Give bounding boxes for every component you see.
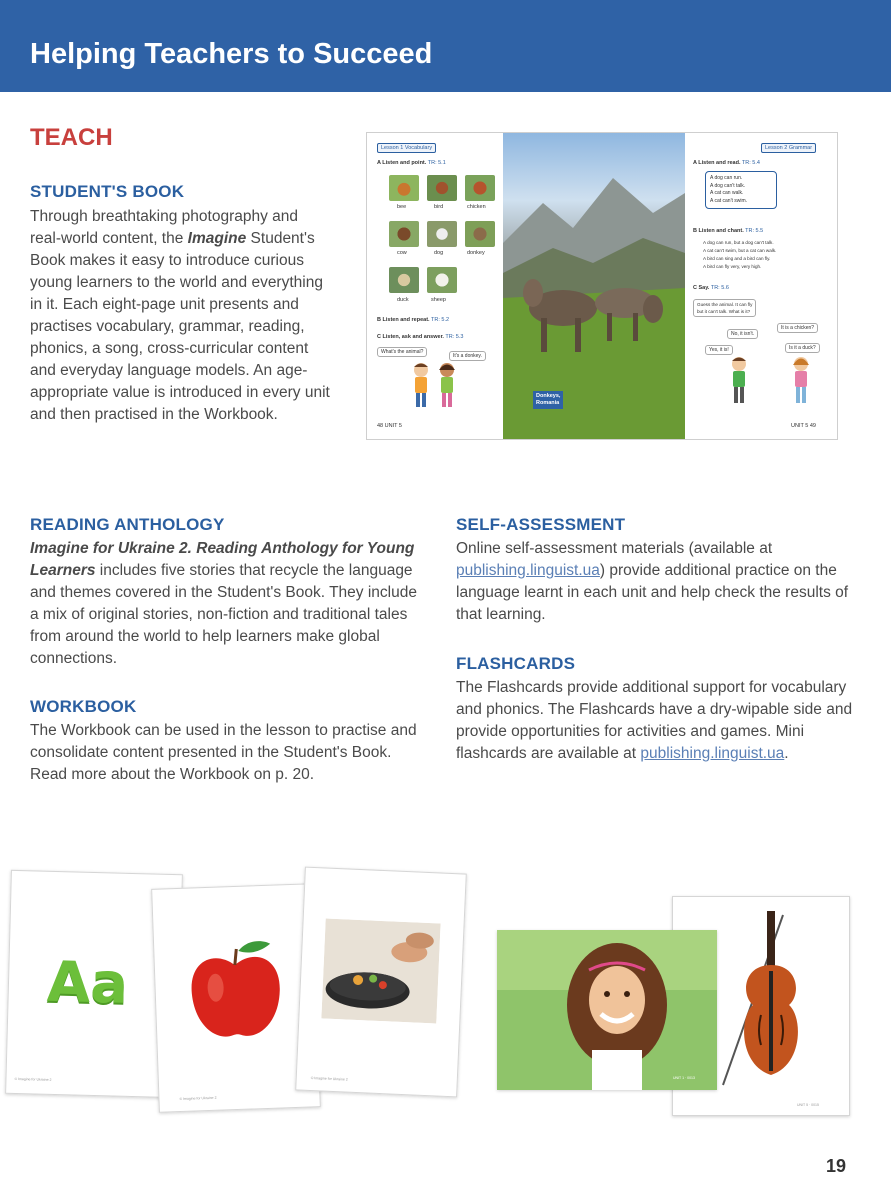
photo-caption-line1: Donkeys, [536, 393, 561, 399]
bubble-question: What's the animal? [377, 347, 427, 357]
bubble-duck: Is it a duck? [785, 343, 820, 353]
mountain-scene [503, 133, 685, 439]
page-title: Helping Teachers to Succeed [30, 38, 433, 70]
apple-image [184, 935, 288, 1048]
bird-photo [427, 175, 457, 201]
page-header [0, 0, 891, 92]
photo-caption-line2: Romania [536, 400, 560, 406]
grammar-box [705, 171, 777, 209]
card-footer-2: © Imagine for Ukraine 2 [179, 1095, 217, 1102]
donkeys-photo [503, 133, 685, 439]
photo-caption [533, 391, 563, 409]
self-assessment-heading: SELF-ASSESSMENT [456, 515, 626, 534]
right-a-track: TR: 5.4 [741, 160, 760, 166]
flashcards-text-after: . [784, 745, 789, 762]
students-book-text-intro: Through breathtaking photography and real-world content, the [30, 208, 299, 247]
vocab-dog: dog [434, 250, 444, 256]
left-a-heading-text: A Listen and point. [377, 160, 427, 166]
chicken-photo [465, 175, 495, 201]
bubble-no: No, it isn't. [727, 329, 758, 339]
reading-anthology-title: Imagine for Ukraine 2. Reading Anthology for Young Learners [30, 540, 415, 579]
left-page-footer: 48 UNIT 5 [377, 423, 402, 429]
guess-line-1: Guess the animal. It can fly [697, 302, 753, 307]
left-c-heading [377, 334, 463, 340]
reading-anthology-section [30, 515, 425, 670]
grammar-line-1: A dog can run. [710, 175, 743, 181]
right-c-heading-text: C Say. [693, 285, 710, 291]
vocab-duck: duck [397, 297, 409, 303]
left-a-heading [377, 160, 446, 166]
reading-anthology-heading: READING ANTHOLOGY [30, 515, 225, 534]
children-illustration-right [725, 355, 815, 411]
right-page [685, 133, 837, 439]
left-page [367, 133, 503, 439]
cooking-photo [321, 919, 440, 1024]
right-a-heading-text: A Listen and read. [693, 160, 741, 166]
self-assessment-text-after: ) provide additional practice on the language learnt in each unit and help check the results of that learning. [456, 562, 849, 623]
students-book-heading: STUDENT'S BOOK [30, 182, 185, 201]
children-illustration [407, 361, 467, 415]
flashcards-link[interactable]: publishing.linguist.ua [640, 745, 785, 762]
vocab-donkey: donkey [467, 250, 485, 256]
bee-photo [389, 175, 419, 201]
students-book-section [30, 182, 330, 426]
book-spread [366, 132, 838, 440]
chant-line-4: A bird can fly very, very high. [703, 264, 762, 269]
bubble-yes: Yes, it is! [705, 345, 733, 355]
self-assessment-section [456, 515, 856, 626]
left-b-heading-text: B Listen and repeat. [377, 317, 430, 323]
left-b-heading [377, 317, 449, 323]
vocab-bee: bee [397, 204, 407, 210]
self-assessment-link[interactable]: publishing.linguist.ua [456, 562, 600, 579]
left-c-heading-text: C Listen, ask and answer. [377, 334, 444, 340]
workbook-section [30, 697, 430, 786]
grammar-line-4: A cat can't swim. [710, 197, 748, 204]
students-book-text-rest: Student's Book makes it easy to introduce curious young learners to the world and everything in it. Each eight-page unit presents and practises vocabulary, grammar, reading, phonics, a song, cross-curricular content and everyday language models. An age-appropriate value is introduced in every unit and then practised in the Workbook. [30, 230, 330, 423]
guess-bubble [693, 299, 756, 317]
flashcard-cooking [295, 867, 467, 1098]
letters-aa: Aa [46, 949, 129, 1017]
chant-line-2: A cat can't swim, but a cat can walk. [703, 248, 777, 253]
violin-image [713, 905, 823, 1095]
bubble-answer: It's a donkey. [449, 351, 486, 361]
vocab-bird: bird [434, 204, 444, 210]
card-footer-4: UNIT 1 · 0013 [673, 1076, 695, 1080]
vocab-chicken: chicken [467, 204, 486, 210]
flashcards-text-before: The Flashcards provide additional support for vocabulary and phonics. The Flashcards have a dry-wipable side and provide opportunities for activities and games. Mini flashcards are available at [456, 679, 853, 762]
grammar-line-2: A dog can't talk. [710, 182, 746, 189]
chant-line-1: A dog can run, but a dog can't talk. [703, 240, 774, 245]
lesson2-tag: Lesson 2 Grammar [761, 143, 816, 153]
card-footer-5: UNIT 5 · 0015 [797, 1103, 819, 1107]
left-a-track: TR: 5.1 [427, 160, 446, 166]
students-book-italic: Imagine [187, 230, 247, 247]
vocab-sheep: sheep [431, 297, 446, 303]
sheep-photo [427, 267, 457, 293]
workbook-text: The Workbook can be used in the lesson to practise and consolidate content presented in the Student's Book. Read more about the Workbook on p. 20. [30, 722, 417, 783]
page-number: 19 [826, 1156, 847, 1176]
self-assessment-text-before: Online self-assessment materials (available at [456, 540, 773, 557]
right-page-footer: UNIT 5 49 [791, 423, 816, 429]
right-b-heading-text: B Listen and chant. [693, 228, 744, 234]
teach-heading: TEACH [30, 124, 113, 151]
workbook-heading: WORKBOOK [30, 697, 137, 716]
reading-anthology-body: includes five stories that recycle the language and themes covered in the Student's Book. They include a mix of original stories, non-fiction and traditional tales from around the world to help learners make global connections. [30, 562, 417, 667]
dog-photo [427, 221, 457, 247]
left-c-track: TR: 5.3 [445, 334, 464, 340]
reading-anthology-text [30, 538, 425, 670]
flashcards-section [456, 654, 856, 765]
vocab-cow: cow [397, 250, 407, 256]
right-b-heading [693, 228, 763, 234]
chant-text [703, 239, 776, 271]
grammar-line-3: A cat can walk. [710, 190, 744, 196]
card-footer-3: © Imagine for Ukraine 2 [310, 1076, 348, 1082]
right-b-track: TR: 5.5 [745, 228, 764, 234]
guess-line-2: but it can't talk. What is it? [697, 309, 751, 314]
right-c-track: TR: 5.6 [710, 285, 729, 291]
right-a-heading [693, 160, 760, 166]
cow-photo [389, 221, 419, 247]
flashcard-girl [497, 930, 717, 1090]
left-b-track: TR: 5.2 [431, 317, 450, 323]
chant-line-3: A bird can sing and a bird can fly. [703, 256, 771, 261]
card-footer-1: © Imagine for Ukraine 2 [14, 1076, 52, 1082]
students-book-text [30, 206, 330, 426]
girl-photo [497, 930, 717, 1090]
flashcards-heading: FLASHCARDS [456, 654, 576, 673]
right-c-heading [693, 285, 729, 291]
lesson1-tag: Lesson 1 Vocabulary [377, 143, 436, 153]
donkey-photo [465, 221, 495, 247]
bubble-chicken: It is a chicken? [777, 323, 818, 333]
flashcards-text [456, 677, 856, 765]
self-assessment-text [456, 538, 856, 626]
duck-photo [389, 267, 419, 293]
